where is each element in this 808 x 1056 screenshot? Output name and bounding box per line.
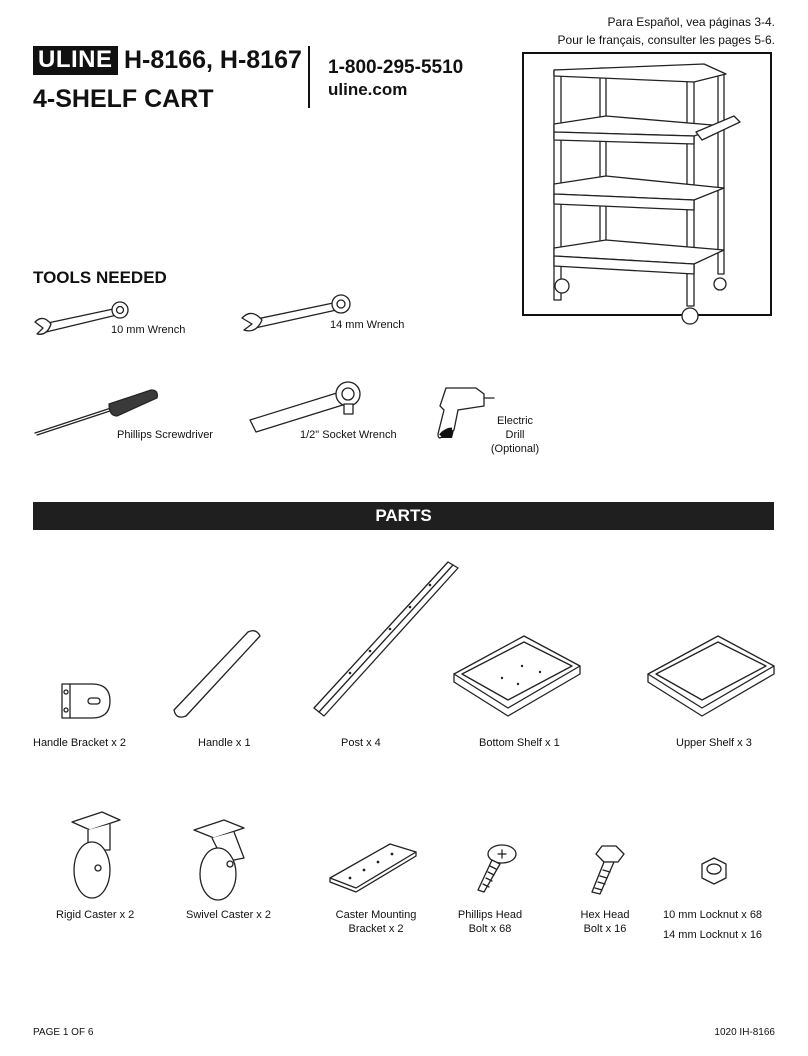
phone-number: 1-800-295-5510: [328, 57, 464, 78]
bottom-shelf-icon: [452, 632, 582, 712]
tool-label-phillips-screwdriver: Phillips Screwdriver: [117, 429, 213, 441]
locknut-icon: [696, 856, 732, 890]
cart-illustration-frame: [522, 52, 772, 316]
post-icon: [310, 558, 460, 722]
part-label-handle: Handle x 1: [198, 737, 251, 749]
page-number: PAGE 1 OF 6: [33, 1027, 94, 1038]
document-code: 1020 IH-8166: [714, 1027, 775, 1038]
part-label-hex-head-bolt: [572, 908, 638, 936]
drill-label-line1: Electric Drill: [496, 415, 534, 441]
phillips-bolt-label-line1: Phillips Head: [457, 909, 523, 921]
part-label-10mm-locknut: 10 mm Locknut x 68: [663, 909, 763, 921]
handle-icon: [172, 626, 262, 720]
part-label-handle-bracket: Handle Bracket x 2: [33, 737, 126, 749]
cart-illustration: [524, 54, 774, 318]
part-label-upper-shelf: Upper Shelf x 3: [676, 737, 752, 749]
tool-label-10mm-wrench: 10 mm Wrench: [111, 324, 186, 336]
part-label-swivel-caster: Swivel Caster x 2: [186, 909, 271, 921]
header-divider: [308, 46, 310, 108]
uline-logo: ULINE: [33, 46, 118, 75]
part-label-14mm-locknut: 14 mm Locknut x 16: [663, 929, 763, 941]
hex-head-bolt-icon: [586, 844, 630, 898]
part-label-rigid-caster: Rigid Caster x 2: [56, 909, 135, 921]
parts-heading: PARTS: [33, 502, 774, 530]
upper-shelf-icon: [646, 632, 776, 712]
model-numbers: H-8166, H-8167: [124, 46, 302, 74]
part-label-phillips-head-bolt: [454, 908, 526, 936]
tool-label-socket-wrench: 1/2" Socket Wrench: [300, 429, 397, 441]
hex-bolt-label-line1: Hex Head: [580, 909, 630, 921]
tool-label-electric-drill: [486, 414, 544, 456]
part-label-caster-mounting-bracket: [327, 908, 425, 936]
website: uline.com: [328, 80, 408, 99]
swivel-caster-icon: [190, 818, 270, 902]
tools-heading: TOOLS NEEDED: [33, 268, 167, 287]
caster-bracket-label-line1: Caster Mounting: [335, 909, 417, 921]
caster-bracket-label-line2: Bracket x 2: [348, 923, 404, 935]
phillips-head-bolt-icon: [474, 842, 518, 898]
tool-label-14mm-wrench: 14 mm Wrench: [330, 319, 405, 331]
spanish-note: Para Español, vea páginas 3-4.: [607, 15, 775, 29]
drill-label-line2: (Optional): [490, 443, 540, 455]
rigid-caster-icon: [66, 810, 126, 900]
part-label-post: Post x 4: [341, 737, 381, 749]
phillips-bolt-label-line2: Bolt x 68: [468, 923, 512, 935]
caster-mounting-bracket-icon: [328, 840, 420, 894]
french-note: Pour le français, consulter les pages 5-6.: [557, 33, 775, 47]
hex-bolt-label-line2: Bolt x 16: [583, 923, 627, 935]
product-title: 4-SHELF CART: [33, 85, 214, 113]
part-label-bottom-shelf: Bottom Shelf x 1: [479, 737, 560, 749]
handle-bracket-icon: [58, 682, 114, 722]
